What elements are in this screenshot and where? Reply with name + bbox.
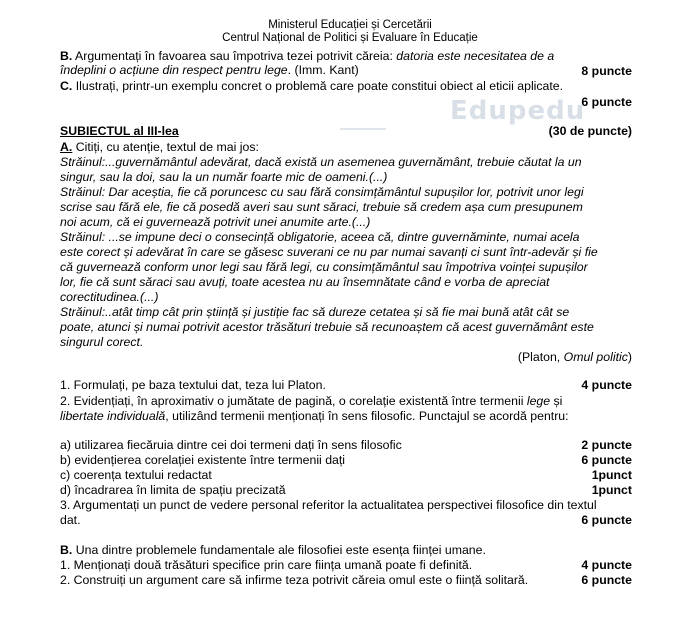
header-ministry: Ministerul Educației și Cercetării <box>268 19 432 31</box>
s2-b-author: . (Imm. Kant) <box>287 63 359 77</box>
s3-q2-term1: lege <box>526 394 551 408</box>
criterion-item: c) coerența textului redactat <box>60 468 212 482</box>
citation-work: Omul politic <box>563 350 628 364</box>
platon-text-line: că guvernează conform unor legi sau fără legi, cu consimțământul sau împotriva voinței supușilor <box>60 260 588 274</box>
platon-text-line: noi acum, că ei guvernează potrivit unei anumite arte.(...) <box>60 215 371 229</box>
platon-text-line: Străinul:..atât timp cât prin știință și justiție fac să dureze cetatea și să fie mai bună atât cât se <box>60 305 570 319</box>
s3-q2-term2: libertate individuală <box>60 409 166 423</box>
s3-a-label: A. <box>60 140 73 154</box>
citation-author: (Platon, <box>517 350 564 364</box>
platon-text-line: lor, fie că sunt săraci sau avuți, toate acestea nu au însemnătate când e vorba de apreciat <box>60 275 550 289</box>
s3-a-intro <box>60 140 632 154</box>
platon-text-line: Străinul: ...se impune deci o consecință obligatorie, aceea că, dintre guvernăminte, numai acela <box>60 230 580 244</box>
s3-q3-line1: 3. Argumentați un punct de vedere personal referitor la actualitatea perspectivei filosofice din textul <box>60 498 597 512</box>
platon-text-line: Străinul: Dar aceștia, fie că poruncesc cu sau fără consimțământul supușilor lor, potrivit unor legi <box>60 185 584 199</box>
s2-c-text: Ilustrați, printr-un exemplu concret o problemă care poate constitui obiect al eticii aplicate. <box>72 79 564 93</box>
watermark-logo: Edupedu <box>450 96 586 126</box>
criterion-points: 1punct <box>591 483 632 497</box>
platon-text-line: poate, atunci și numai potrivit acestor trăsături trebuie să recunoaștem că acest guvernământ este <box>60 320 594 334</box>
s2-b-quote2: îndeplini o acțiune din respect pentru lege <box>60 63 288 77</box>
platon-text-line: este corect și adevărat în care se găsesc suverani ce nu par numai savanți ci sunt într-adevăr și fie <box>60 245 598 259</box>
citation <box>518 350 632 364</box>
criterion-points: 2 puncte <box>581 438 632 452</box>
s3-q3-points: 6 puncte <box>581 513 632 527</box>
criterion-item: d) încadrarea în limita de spațiu precizată <box>60 483 286 497</box>
s3-q2-text1: 2. Evidențiați, în aproximativ o jumătate de pagină, o corelație existentă între termenii <box>60 394 527 408</box>
s3-b-q2-points: 6 puncte <box>581 573 632 587</box>
s2-c-points: 6 puncte <box>581 95 632 109</box>
platon-text-line: corectitudinea.(...) <box>60 290 159 304</box>
criterion-points: 1punct <box>591 468 632 482</box>
s3-b-intro-text: Una dintre problemele fundamentale ale filosofiei este esența ființei umane. <box>72 543 486 557</box>
header-center: Centrul Național de Politici și Evaluare în Educație <box>222 32 478 44</box>
platon-text-line: singur, sau la doi, sau la un număr foarte mic de oameni.(...) <box>60 170 388 184</box>
s3-b-intro <box>60 543 632 557</box>
platon-text-line: scrise sau fără ele, fie că posedă averi sau sunt săraci, trebuie să credem așa cum presupunem <box>60 200 583 214</box>
s3-q2-line1 <box>60 394 632 408</box>
s3-q2-line2 <box>60 409 632 423</box>
s3-q1-points: 4 puncte <box>581 378 632 392</box>
s2-b-line1 <box>60 49 632 63</box>
s3-b-q2: 2. Construiți un argument care să infirme teza potrivit căreia omul este o ființă solitară. <box>60 573 529 587</box>
citation-close: ) <box>627 350 632 364</box>
s3-b-q1: 1. Menționați două trăsături specifice prin care ființa umană poate fi definită. <box>60 558 473 572</box>
criterion-item: a) utilizarea fiecăruia dintre cei doi termeni dați în sens filosofic <box>60 438 402 452</box>
s2-b-line2 <box>60 63 632 77</box>
s2-b-label: B. <box>60 49 73 63</box>
criterion-points: 6 puncte <box>581 453 632 467</box>
s3-points: (30 de puncte) <box>548 124 632 138</box>
s2-b-points: 8 puncte <box>581 64 632 78</box>
platon-text-line: singurul corect. <box>60 335 144 349</box>
s2-c-label: C. <box>60 79 73 93</box>
s3-title: SUBIECTUL al III-lea <box>60 124 179 138</box>
s3-q3-line2: dat. <box>60 513 81 527</box>
s3-b-q1-points: 4 puncte <box>581 558 632 572</box>
s3-q2-and: și <box>550 394 563 408</box>
s3-q2-text2: , utilizând termenii menționați în sens filosofic. Punctajul se acordă pentru: <box>165 409 569 423</box>
platon-text-line: Străinul:...guvernământul adevărat, dacă există un asemenea guvernământ, trebuie căutat la un <box>60 155 582 169</box>
s3-b-label: B. <box>60 543 73 557</box>
s3-a-intro-text: Citiți, cu atenție, textul de mai jos: <box>72 140 259 154</box>
s3-q1: 1. Formulați, pe baza textului dat, teza lui Platon. <box>60 378 326 392</box>
s2-b-quote1: datoria este necesitatea de a <box>396 49 555 63</box>
criterion-item: b) evidențierea corelației existente între termenii dați <box>60 453 346 467</box>
s2-c-line <box>60 79 632 93</box>
s2-b-text1: Argumentați în favoarea sau împotriva tezei potrivit căreia: <box>72 49 397 63</box>
